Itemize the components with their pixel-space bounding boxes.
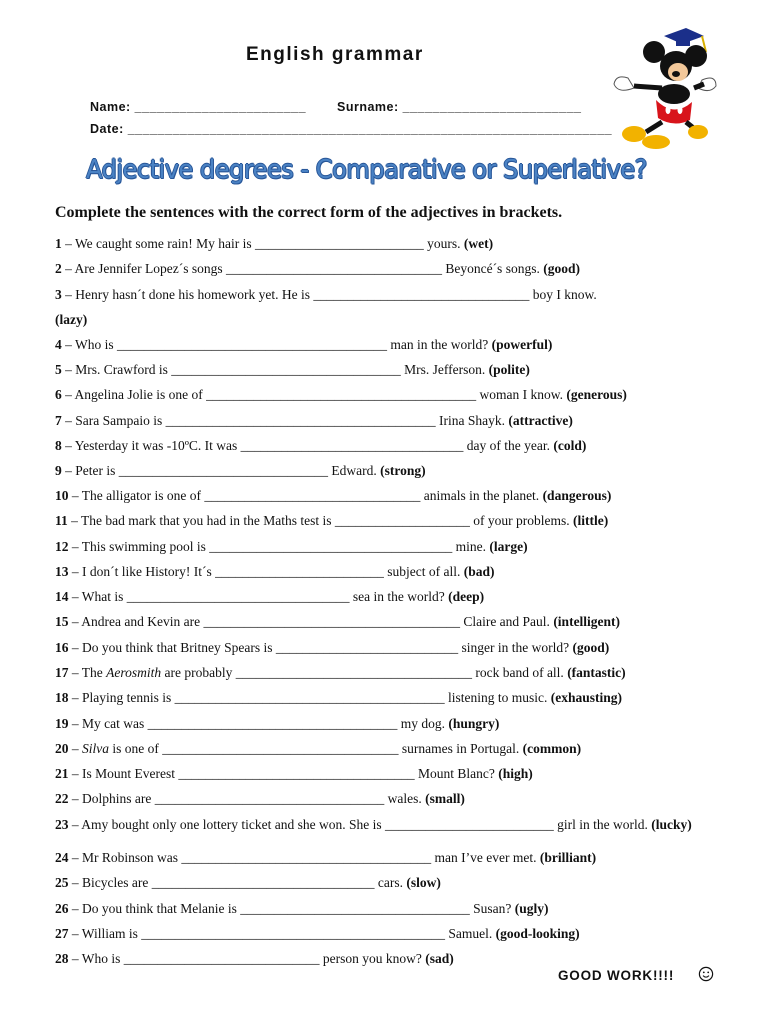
item-number: 18 [55, 690, 69, 705]
item-hint: (attractive) [508, 413, 573, 428]
exercise-item [55, 387, 627, 403]
item-hint: (good) [572, 640, 610, 655]
item-hint: (slow) [406, 875, 441, 890]
item-text: – Is Mount Everest ___________________________________ Mount Blanc? [68, 766, 499, 781]
item-text: – Andrea and Kevin are ______________________________________ Claire and Paul. [68, 614, 554, 629]
item-text: – My cat was _____________________________________ my dog. [68, 716, 449, 731]
item-hint: (deep) [448, 589, 485, 604]
item-number: 6 [55, 387, 62, 402]
item-text: – Who is _____________________________ person you know? [68, 951, 426, 966]
item-hint: (sad) [425, 951, 454, 966]
item-text: – Do you think that Melanie is __________________________________ Susan? [68, 901, 515, 916]
item-text: – Dolphins are __________________________________ wales. [68, 791, 426, 806]
item-text: – Angelina Jolie is one of ________________________________________ woman I know. [61, 387, 567, 402]
exercise-item [55, 589, 484, 605]
item-hint: (powerful) [491, 337, 553, 352]
exercise-item-continued [55, 312, 87, 328]
item-hint: (exhausting) [550, 690, 623, 705]
exercise-item [55, 287, 597, 303]
item-hint: (ugly) [514, 901, 549, 916]
exercise-item [55, 413, 573, 429]
item-number: 1 [55, 236, 62, 251]
exercise-item [55, 438, 586, 454]
item-hint: (cold) [553, 438, 587, 453]
surname-word: Silva [82, 741, 109, 756]
item-text: – The [68, 665, 107, 680]
item-number: 23 [55, 817, 69, 832]
exercise-item [55, 640, 609, 656]
exercise-item [55, 261, 580, 277]
exercise-item [55, 817, 715, 833]
item-text: – The bad mark that you had in the Maths test is ____________________ of your problems. [67, 513, 573, 528]
item-number: 4 [55, 337, 62, 352]
item-number: 26 [55, 901, 69, 916]
exercise-item [55, 337, 552, 353]
exercise-item [55, 716, 499, 732]
item-number: 3 [55, 287, 62, 302]
item-hint: (polite) [488, 362, 530, 377]
item-text: – Mrs. Crawford is __________________________________ Mrs. Jefferson. [61, 362, 489, 377]
item-text: – Sara Sampaio is ________________________________________ Irina Shayk. [61, 413, 509, 428]
item-number: 19 [55, 716, 69, 731]
surname-field: Surname: ________________________ [337, 100, 582, 114]
item-number: 9 [55, 463, 62, 478]
exercise-item [55, 362, 530, 378]
item-text: – We caught some rain! My hair is _________________________ yours. [61, 236, 464, 251]
instructions: Complete the sentences with the correct form of the adjectives in brackets. [55, 204, 563, 221]
item-text: – The alligator is one of ________________________________ animals in the planet. [68, 488, 543, 503]
item-number: 12 [55, 539, 69, 554]
item-hint: (small) [425, 791, 465, 806]
band-name: Aerosmith [106, 665, 162, 680]
item-hint: (large) [489, 539, 528, 554]
item-number: 22 [55, 791, 69, 806]
item-hint: (high) [498, 766, 533, 781]
item-number: 21 [55, 766, 69, 781]
item-number: 24 [55, 850, 69, 865]
exercise-item [55, 791, 465, 807]
item-text: – Who is ________________________________________ man in the world? [61, 337, 492, 352]
exercise-item [55, 926, 580, 942]
item-hint: (lazy) [55, 312, 88, 327]
item-number: 10 [55, 488, 69, 503]
item-text: – Yesterday it was -10ºC. It was _________________________________ day of the year. [61, 438, 554, 453]
item-text-continued: are probably ___________________________________ rock band of all. [161, 665, 568, 680]
item-text: – [68, 741, 82, 756]
item-hint: (generous) [566, 387, 627, 402]
exercise-item [55, 665, 626, 681]
exercise-item [55, 951, 454, 967]
item-hint: (wet) [463, 236, 494, 251]
item-text: – Mr Robinson was _____________________________________ man I’ve ever met. [68, 850, 540, 865]
exercise-item [55, 564, 494, 580]
item-number: 20 [55, 741, 69, 756]
item-hint: (intelligent) [553, 614, 621, 629]
item-number: 14 [55, 589, 69, 604]
exercise-item [55, 901, 548, 917]
item-text: – Peter is _______________________________ Edward. [61, 463, 381, 478]
exercise-item [55, 690, 622, 706]
exercise-item [55, 741, 581, 757]
item-hint: (fantastic) [567, 665, 626, 680]
item-hint: (strong) [380, 463, 426, 478]
item-hint: (good-looking) [495, 926, 580, 941]
item-number: 7 [55, 413, 62, 428]
exercise-item [55, 513, 608, 529]
item-number: 13 [55, 564, 69, 579]
item-number: 25 [55, 875, 69, 890]
exercise-item [55, 236, 493, 252]
item-hint: (hungry) [448, 716, 500, 731]
exercise-item [55, 766, 533, 782]
item-text: – Bicycles are _________________________________ cars. [68, 875, 407, 890]
exercise-item [55, 875, 441, 891]
item-number: 16 [55, 640, 69, 655]
item-number: 27 [55, 926, 69, 941]
item-number: 15 [55, 614, 69, 629]
item-text-continued: is one of ___________________________________ surnames in Portugal. [109, 741, 523, 756]
item-number: 11 [55, 513, 68, 528]
exercise-item [55, 614, 620, 630]
exercise-item [55, 463, 426, 479]
item-text: – Playing tennis is ________________________________________ listening to music. [68, 690, 551, 705]
item-hint: (brilliant) [539, 850, 597, 865]
page-title: English grammar [246, 44, 424, 65]
smiley-face-icon [698, 966, 714, 987]
item-text: – Do you think that Britney Spears is ___________________________ singer in the world? [68, 640, 573, 655]
item-hint: (common) [522, 741, 582, 756]
item-text: – Are Jennifer Lopez´s songs ________________________________ Beyoncé´s songs. [61, 261, 544, 276]
exercise-item [55, 488, 611, 504]
item-number: 17 [55, 665, 69, 680]
item-hint: (lucky) [651, 817, 692, 832]
item-text: – Amy bought only one lottery ticket and she won. She is _________________________ girl in the world. [68, 817, 652, 832]
exercise-item [55, 539, 528, 555]
good-work-note: GOOD WORK!!!! [558, 968, 675, 983]
exercise-item [55, 850, 596, 866]
item-text: – What is _________________________________ sea in the world? [68, 589, 449, 604]
item-number: 8 [55, 438, 62, 453]
item-text: – William is _____________________________________________ Samuel. [68, 926, 496, 941]
item-number: 2 [55, 261, 62, 276]
item-hint: (bad) [463, 564, 495, 579]
item-number: 28 [55, 951, 69, 966]
name-field: Name: _______________________ [90, 100, 307, 114]
item-hint: (dangerous) [542, 488, 612, 503]
item-text: – Henry hasn´t done his homework yet. He is ________________________________ boy I know. [61, 287, 597, 302]
item-text: – I don´t like History! It´s _________________________ subject of all. [68, 564, 464, 579]
item-number: 5 [55, 362, 62, 377]
item-hint: (good) [543, 261, 580, 276]
item-text: – This swimming pool is ____________________________________ mine. [68, 539, 490, 554]
date-field: Date: _________________________________________________________________ [90, 122, 613, 136]
item-hint: (little) [572, 513, 609, 528]
mickey-mouse-graduate-icon [606, 22, 718, 150]
worksheet-heading: Adjective degrees - Comparative or Superlative? [86, 155, 647, 185]
